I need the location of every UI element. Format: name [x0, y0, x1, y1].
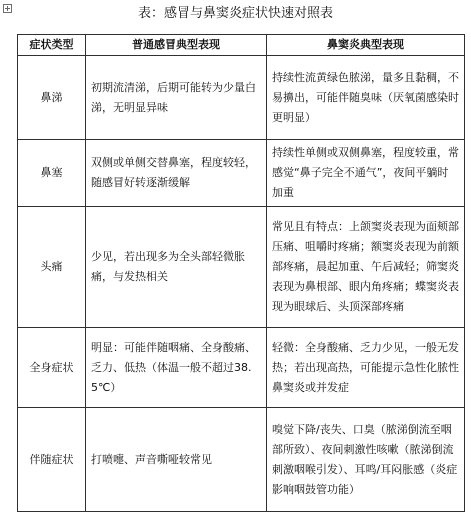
column-header-symptom-type: 症状类型 [18, 35, 86, 56]
cold-symptom-cell: 初期流清涕，后期可能转为少量白涕，无明显异味 [86, 56, 267, 140]
table-row [18, 140, 465, 207]
cold-symptom-cell: 少见，若出现多为全头部轻微胀痛，与发热相关 [86, 207, 267, 328]
symptom-type-cell: 鼻涕 [18, 56, 86, 140]
sinusitis-symptom-cell: 轻微：全身酸痛、乏力少见，一般无发热；若出现高热，可能提示急性化脓性鼻窦炎或并发症 [267, 328, 465, 408]
symptom-type-cell: 头痛 [18, 207, 86, 328]
sinusitis-symptom-cell: 常见且有特点：上颌窦炎表现为面颊部压痛、咀嚼时疼痛；额窦炎表现为前额部疼痛，晨起加重、午后减轻；筛窦炎表现为鼻根部、眼内角疼痛；蝶窦炎表现为眼球后、头顶深部疼痛 [267, 207, 465, 328]
sinusitis-symptom-cell: 持续性单侧或双侧鼻塞，程度较重，常感觉“鼻子完全不通气”，夜间平躺时加重 [267, 140, 465, 207]
sinusitis-symptom-cell: 持续性流黄绿色脓涕，量多且黏稠，不易擤出，可能伴随臭味（厌氧菌感染时更明显） [267, 56, 465, 140]
cold-symptom-cell: 明显：可能伴随咽痛、全身酸痛、乏力、低热（体温一般不超过38.5℃） [86, 328, 267, 408]
table-header-row [18, 35, 465, 56]
symptom-type-cell: 鼻塞 [18, 140, 86, 207]
cold-symptom-cell: 双侧或单侧交替鼻塞，程度较轻，随感冒好转逐渐缓解 [86, 140, 267, 207]
table-row [18, 207, 465, 328]
symptom-type-cell: 伴随症状 [18, 408, 86, 512]
sinusitis-symptom-cell: 嗅觉下降/丧失、口臭（脓涕倒流至咽部所致）、夜间刺激性咳嗽（脓涕倒流刺激咽喉引发）、耳鸣/耳闷胀感（炎症影响咽鼓管功能） [267, 408, 465, 512]
table-caption: 表：感冒与鼻窦炎症状快速对照表 [137, 6, 333, 21]
symptom-type-cell: 全身症状 [18, 328, 86, 408]
column-header-sinusitis: 鼻窦炎典型表现 [267, 35, 465, 56]
table-row [18, 328, 465, 408]
symptom-comparison-table [17, 34, 465, 512]
column-header-cold: 普通感冒典型表现 [86, 35, 267, 56]
table-row [18, 408, 465, 512]
table-row [18, 56, 465, 140]
cold-symptom-cell: 打喷嚏、声音嘶哑较常见 [86, 408, 267, 512]
